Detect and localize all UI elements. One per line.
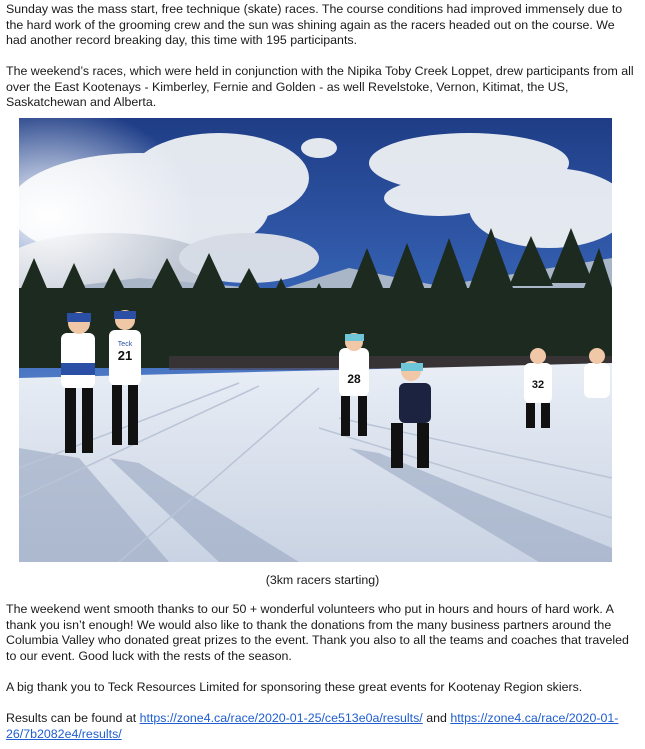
bib-number: 32 <box>531 379 545 391</box>
results-link-day2[interactable]: https://zone4.ca/race/2020-01-26/7b2082e4/results/ <box>6 711 619 741</box>
bib-number: 28 <box>347 372 361 386</box>
paragraph-volunteers: The weekend went smooth thanks to our 50 + wonderful volunteers who put in hours and hours of hard work. A thank you isn’t enough! We would also like to thank the donations from the many business partners around the Columbia Valley who donated great prizes to the event. Thank you also to all the teams and coaches that traveled to our event. Good luck with the rests of the season. <box>6 602 629 663</box>
race-photo <box>19 118 612 562</box>
results-link-day1[interactable]: https://zone4.ca/race/2020-01-25/ce513e0a/results/ <box>139 711 423 725</box>
photo-caption: (3km racers starting) <box>265 573 380 587</box>
paragraph-participants: The weekend’s races, which were held in conjunction with the Nipika Toby Creek Loppet, drew participants from all over the East Kootenays - Kimberley, Fernie and Golden - as well Revelstoke, Vernon, Kitimat, the US, Saskatchewan and Alberta. <box>6 64 634 110</box>
results-middle: and <box>422 711 451 725</box>
bib-number: 21 <box>117 348 133 363</box>
paragraph-sponsor: A big thank you to Teck Resources Limited for sponsoring these great events for Kootenay Region skiers. <box>6 680 583 694</box>
paragraph-mass-start: Sunday was the mass start, free technique (skate) races. The course conditions had improved immensely due to the hard work of the grooming crew and the sun was shining again as the racers headed out on the course. We had another record breaking day, this time with 195 participants. <box>6 2 623 48</box>
paragraph-results <box>6 711 634 742</box>
sponsor-mark: Teck <box>117 341 133 348</box>
results-prefix: Results can be found at <box>6 711 140 725</box>
